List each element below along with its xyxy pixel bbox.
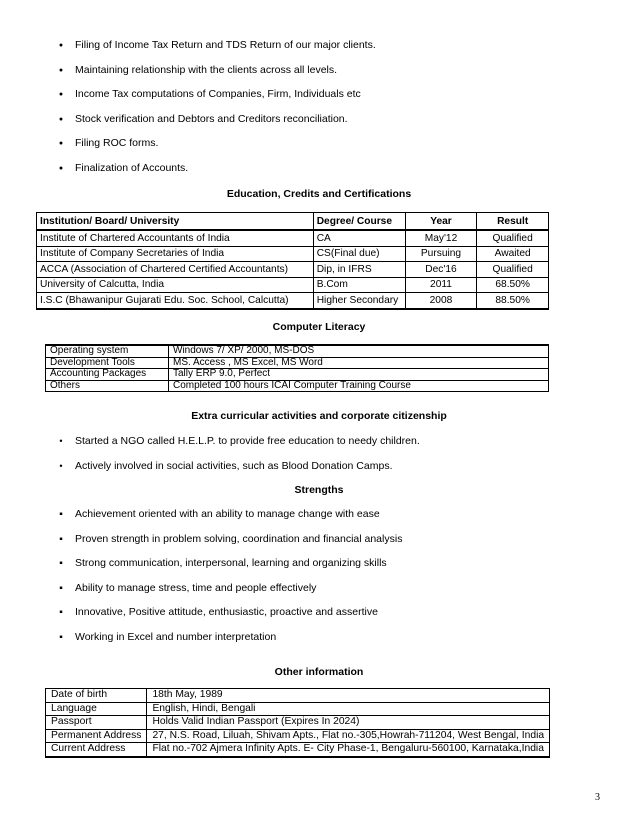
table-row: Operating system Windows 7/ XP/ 2000, MS-DOS (46, 345, 549, 357)
table-row: ACCA (Association of Chartered Certified Accountants) Dip, in IFRS Dec'16 Qualified (37, 262, 549, 278)
header-result: Result (477, 213, 549, 231)
bullet-icon (54, 39, 68, 53)
square-bullet-icon (54, 533, 68, 546)
square-bullet-icon (54, 508, 68, 521)
table-header-row (37, 213, 549, 231)
square-bullet-icon (54, 631, 68, 644)
table-row: University of Calcutta, India B.Com 2011 68.50% (37, 277, 549, 293)
strengths-heading: Strengths (294, 484, 344, 496)
table-row: Passport Holds Valid Indian Passport (Expires In 2024) (46, 716, 550, 730)
table-row: Current Address Flat no.-702 Ajmera Infinity Apts. E- City Phase-1, Bengaluru-560100, Karnataka,India (46, 743, 550, 757)
education-heading: Education, Credits and Certifications (226, 188, 412, 200)
list-item: ▪ Achievement oriented with an ability to manage change with ease (52, 508, 402, 533)
table-row: Institute of Chartered Accountants of India CA May'12 Qualified (37, 230, 549, 246)
bullet-icon (54, 137, 68, 151)
list-item: ● Filing of Income Tax Return and TDS Return of our major clients. (52, 39, 376, 64)
duties-list (52, 39, 376, 187)
extra-list (52, 435, 420, 484)
strengths-list (52, 508, 402, 656)
list-item: ▪ Ability to manage stress, time and people effectively (52, 582, 402, 607)
bullet-icon (54, 435, 68, 448)
table-row: Others Completed 100 hours ICAI Computer Training Course (46, 380, 549, 392)
table-row: Language English, Hindi, Bengali (46, 702, 550, 716)
table-row: Institute of Company Secretaries of India CS(Final due) Pursuing Awaited (37, 246, 549, 262)
list-item: • Actively involved in social activities, such as Blood Donation Camps. (52, 460, 420, 485)
table-row: Permanent Address 27, N.S. Road, Liluah, Shivam Apts., Flat no.-305,Howrah-711204, West Bengal, India (46, 729, 550, 743)
list-item: ▪ Strong communication, interpersonal, learning and organizing skills (52, 557, 402, 582)
bullet-icon (54, 113, 68, 127)
square-bullet-icon (54, 557, 68, 570)
list-item: ▪ Working in Excel and number interpretation (52, 631, 402, 656)
other-heading: Other information (274, 666, 364, 678)
other-info-table (45, 688, 550, 758)
computer-table (45, 344, 549, 392)
header-institution: Institution/ Board/ University (37, 213, 314, 231)
education-table (36, 212, 549, 310)
list-item: ▪ Innovative, Positive attitude, enthusiastic, proactive and assertive (52, 606, 402, 631)
list-item: • Started a NGO called H.E.L.P. to provide free education to needy children. (52, 435, 420, 460)
square-bullet-icon (54, 606, 68, 619)
list-item: ▪ Proven strength in problem solving, coordination and financial analysis (52, 533, 402, 558)
bullet-icon (54, 64, 68, 78)
extra-heading: Extra curricular activities and corporate citizenship (191, 410, 447, 422)
header-degree: Degree/ Course (313, 213, 405, 231)
bullet-icon (54, 88, 68, 102)
computer-heading: Computer Literacy (272, 321, 366, 333)
square-bullet-icon (54, 582, 68, 595)
bullet-icon (54, 460, 68, 473)
header-year: Year (405, 213, 477, 231)
list-item: ● Income Tax computations of Companies, Firm, Individuals etc (52, 88, 376, 113)
table-row: Accounting Packages Tally ERP 9.0, Perfect (46, 369, 549, 381)
table-row: I.S.C (Bhawanipur Gujarati Edu. Soc. School, Calcutta) Higher Secondary 2008 88.50% (37, 293, 549, 309)
list-item: ● Finalization of Accounts. (52, 162, 376, 187)
bullet-icon (54, 162, 68, 176)
page-number: 3 (595, 792, 600, 803)
table-row: Date of birth 18th May, 1989 (46, 689, 550, 703)
list-item: ● Filing ROC forms. (52, 137, 376, 162)
list-item: ● Stock verification and Debtors and Creditors reconciliation. (52, 113, 376, 138)
table-row: Development Tools MS. Access , MS Excel, MS Word (46, 357, 549, 369)
list-item: ● Maintaining relationship with the clients across all levels. (52, 64, 376, 89)
